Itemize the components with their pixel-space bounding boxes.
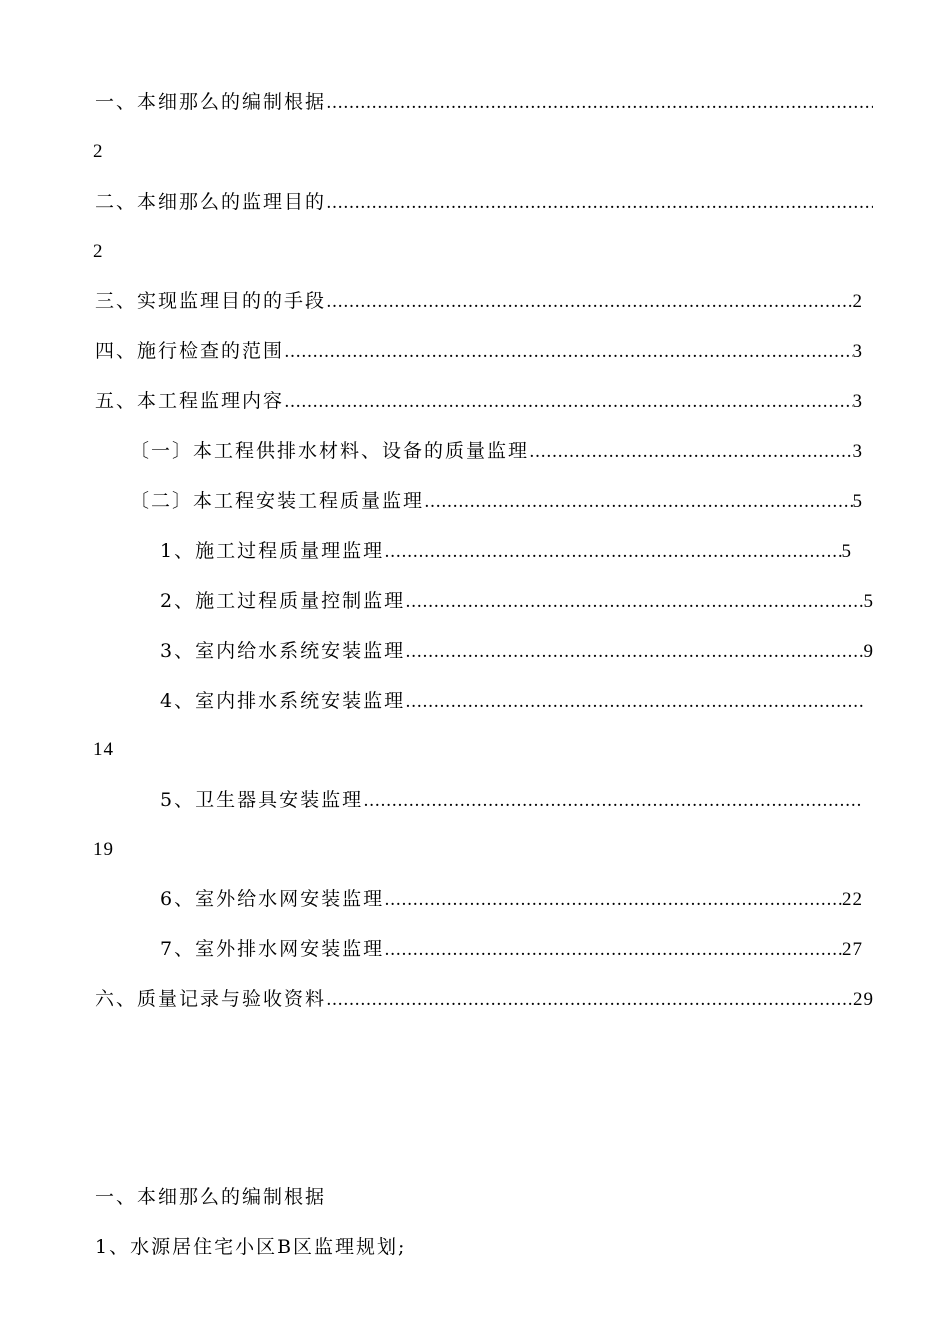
toc-leader-dots bbox=[405, 640, 863, 664]
toc-entry-label: 6、室外给水网安装监理 bbox=[160, 888, 385, 910]
toc-leader-dots bbox=[284, 390, 852, 414]
toc-entry-label: 4、室内排水系统安装监理 bbox=[160, 690, 406, 712]
toc-entry[interactable] bbox=[95, 289, 863, 314]
toc-entry[interactable] bbox=[95, 190, 873, 215]
toc-leader-dots bbox=[384, 888, 842, 912]
toc-entry[interactable] bbox=[160, 639, 874, 664]
toc-entry[interactable] bbox=[95, 389, 863, 414]
toc-leader-dots bbox=[326, 290, 852, 314]
toc-entry-label: 〔二〕本工程安装工程质量监理 bbox=[130, 490, 425, 512]
toc-entry-label: 一、本细那么的编制根据 bbox=[95, 91, 327, 113]
toc-entry[interactable] bbox=[130, 439, 863, 464]
toc-leader-dots bbox=[384, 540, 841, 564]
toc-entry[interactable] bbox=[160, 589, 874, 614]
toc-entry-page-number: 27 bbox=[842, 939, 863, 960]
toc-entry-page-number: 2 bbox=[93, 241, 104, 262]
toc-leader-dots bbox=[326, 191, 873, 215]
toc-entry[interactable] bbox=[95, 90, 873, 115]
toc-entry-label: 〔一〕本工程供排水材料、设备的质量监理 bbox=[130, 440, 530, 462]
section-heading: 一、本细那么的编制根据 bbox=[95, 1186, 327, 1208]
toc-entry-label: 二、本细那么的监理目的 bbox=[95, 191, 327, 213]
toc-leader-dots bbox=[405, 690, 863, 714]
toc-entry-label: 1、施工过程质量理监理 bbox=[160, 540, 385, 562]
toc-entry[interactable] bbox=[95, 339, 863, 364]
toc-leader-dots bbox=[424, 490, 852, 514]
toc-entry-label: 四、施行检查的范围 bbox=[95, 340, 285, 362]
toc-entry-label: 三、实现监理目的的手段 bbox=[95, 290, 327, 312]
toc-entry-page-number: 3 bbox=[852, 391, 863, 412]
toc-leader-dots bbox=[326, 988, 853, 1012]
toc-entry-page-number: 29 bbox=[853, 989, 874, 1010]
toc-entry[interactable] bbox=[130, 489, 863, 514]
toc-leader-dots bbox=[405, 590, 863, 614]
toc-entry-label: 2、施工过程质量控制监理 bbox=[160, 590, 406, 612]
toc-entry-page-number: 2 bbox=[93, 141, 104, 162]
toc-entry-page-number: 3 bbox=[852, 441, 863, 462]
toc-entry[interactable] bbox=[160, 937, 863, 962]
toc-entry-page-number: 9 bbox=[863, 641, 874, 662]
toc-entry[interactable] bbox=[160, 539, 852, 564]
toc-entry-page-number: 19 bbox=[93, 839, 114, 860]
toc-leader-dots bbox=[384, 938, 842, 962]
toc-leader-dots bbox=[529, 440, 852, 464]
toc-entry-page-number: 5 bbox=[841, 541, 852, 562]
toc-entry-label: 7、室外排水网安装监理 bbox=[160, 938, 385, 960]
toc-entry-label: 六、质量记录与验收资料 bbox=[95, 988, 327, 1010]
toc-entry-page-number: 5 bbox=[852, 491, 863, 512]
toc-entry-label: 五、本工程监理内容 bbox=[95, 390, 285, 412]
toc-entry[interactable] bbox=[95, 987, 874, 1012]
body-paragraph: 1、水源居住宅小区B区监理规划; bbox=[95, 1236, 407, 1258]
toc-entry-label: 3、室内给水系统安装监理 bbox=[160, 640, 406, 662]
toc-entry-page-number: 5 bbox=[863, 591, 874, 612]
toc-entry-label: 5、卫生器具安装监理 bbox=[160, 789, 364, 811]
toc-entry[interactable] bbox=[160, 887, 863, 912]
toc-entry[interactable] bbox=[160, 788, 863, 813]
toc-entry-page-number: 2 bbox=[852, 291, 863, 312]
toc-leader-dots bbox=[326, 91, 873, 115]
toc-leader-dots bbox=[363, 789, 863, 813]
toc-entry-page-number: 22 bbox=[842, 889, 863, 910]
toc-entry-page-number: 14 bbox=[93, 739, 114, 760]
toc-entry[interactable] bbox=[160, 689, 863, 714]
toc-leader-dots bbox=[284, 340, 852, 364]
toc-entry-page-number: 3 bbox=[852, 341, 863, 362]
